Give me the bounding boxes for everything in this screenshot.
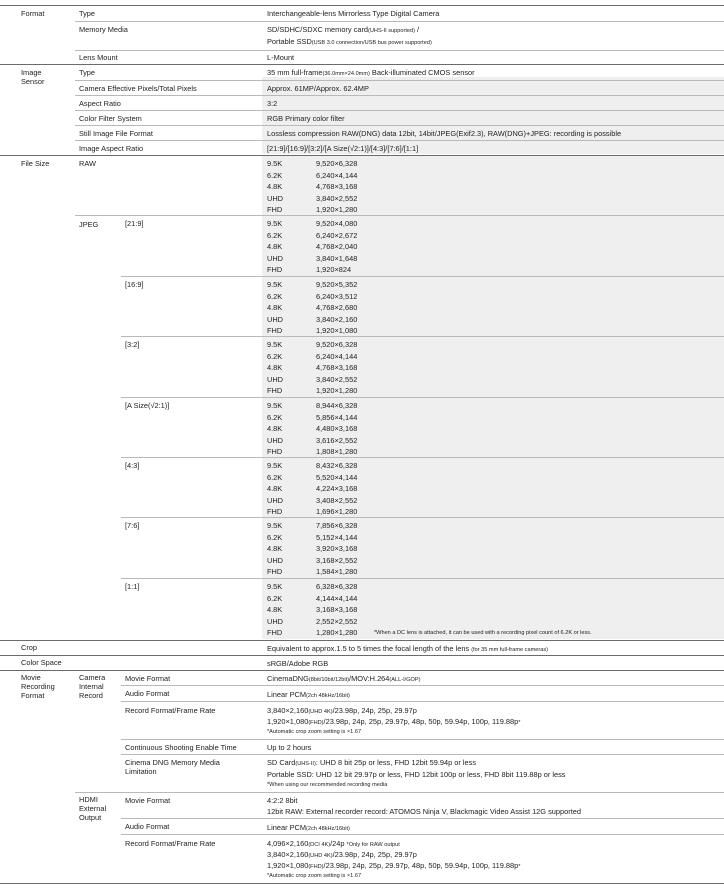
file-size-resolution-name: UHD [267,374,284,384]
memory-media-sd-note: (UHS-II supported) [368,28,415,34]
hdmi-frame-rate-line-3 [267,861,520,872]
file-size-resolution-name: 6.2K [267,593,283,603]
hdmi-rate-1-b: /24p [330,839,345,848]
file-size-group-rule [121,336,724,337]
hdmi-frame-rate-line-2 [267,850,417,861]
frame-rate-2-sup: * [518,720,521,726]
file-size-pixel-count: 6,240×4,144 [316,170,358,180]
dng-value-1-a: SD Card [267,758,296,767]
file-size-resolution-name: UHD [267,435,284,445]
hdmi-rate-1-foot: *Only for RAW output [346,842,400,848]
rule [121,701,724,702]
file-size-aspect-label: [1:1] [125,582,140,591]
hdmi-rate-3-b: /23.98p, 24p, 25p, 29.97p, 48p, 50p, 59.94p, 100p, 119.88p [323,861,519,870]
file-size-pixel-count: 9,520×5,352 [316,280,358,289]
file-size-pixel-count: 9,520×6,328 [316,159,358,168]
continuous-shooting-value: Up to 2 hours [267,743,312,752]
sensor-type-label: Type [79,68,96,77]
hdmi-output-label: HDMI External Output [79,795,107,822]
file-size-resolution-name: 4.8K [267,605,283,615]
file-size-group-rule [121,517,724,518]
file-size-resolution-name: 6.2K [267,472,283,482]
frame-rate-2-a: 1,920×1,080 [267,717,309,726]
file-size-resolution-name: FHD [267,567,283,577]
file-size-pixel-count: 4,768×3,168 [316,182,358,192]
hdmi-frame-rate-label: Record Format/Frame Rate [125,839,216,848]
rule-file-size-top [0,155,724,156]
dng-limitation-label-2: Limitation [125,767,157,776]
movie-format-note1: (8bit/10bit/12bit) [308,677,350,683]
crop-value-note: (for 35 mm full-frame cameras) [471,647,548,653]
file-size-pixel-count: 3,840×2,552 [316,374,358,384]
file-size-pixel-count: 1,808×1,280 [316,447,358,457]
file-size-aspect-label: [4:3] [125,461,140,470]
memory-media-ssd: Portable SSD [267,37,312,46]
file-size-pixel-count: 8,432×6,328 [316,461,358,470]
hdmi-movie-format-value-2: 12bit RAW: External recorder record: ATOMOS Ninja V, Blackmagic Video Assist 12G supported [267,807,581,816]
dc-lens-note: *When a DC lens is attached, it can be used with a recording pixel count of 6.2K or less. [374,630,592,636]
file-size-pixel-count: 1,696×1,280 [316,507,358,517]
file-size-resolution-name: FHD [267,628,283,638]
raw-label: RAW [79,159,96,168]
file-size-resolution-name: 9.5K [267,582,283,591]
hdmi-audio-text: Linear PCM [267,823,307,832]
file-size-aspect-label: [21:9] [125,219,144,228]
frame-rate-1-b: /23.98p, 24p, 25p, 29.97p [332,706,417,715]
file-size-pixel-count: 3,168×2,552 [316,555,358,565]
dng-value-1-b: : UHD 8 bit 25p or less, FHD 12bit 59.94p or less [315,758,477,767]
file-size-pixel-count: 4,768×2,680 [316,303,358,313]
file-size-resolution-name: 9.5K [267,219,283,228]
section-format: Format [21,9,45,18]
file-size-pixel-count: 1,920×1,280 [316,205,358,215]
rule [121,739,724,740]
memory-media-value-2 [267,37,432,48]
file-size-resolution-name: 4.8K [267,242,283,252]
file-size-resolution-name: 4.8K [267,363,283,373]
file-size-resolution-name: FHD [267,507,283,517]
file-size-resolution-name: 9.5K [267,159,283,168]
movie-format-label: Movie Format [125,674,171,683]
rule-format-top [0,5,724,6]
file-size-pixel-count: 1,584×1,280 [316,567,358,577]
dng-limitation-value-2: Portable SSD: UHD 12 bit 29.97p or less, FHD 12bit 100p or less, FHD 8bit 119.88p or less [267,770,566,779]
file-size-resolution-name: FHD [267,205,283,215]
file-size-pixel-count: 3,920×3,168 [316,544,358,554]
file-size-resolution-name: 6.2K [267,230,283,240]
pixels-label: Camera Effective Pixels/Total Pixels [79,84,197,93]
rule [75,21,724,22]
file-size-pixel-count: 3,840×2,160 [316,314,358,324]
section-image-sensor: Image Sensor [21,68,45,86]
file-size-pixel-count: 1,280×1,280 [316,628,358,638]
file-size-pixel-count: 2,552×2,552 [316,616,358,626]
memory-media-sd: SD/SDHC/SDXC memory card [267,25,369,34]
sensor-type-value [267,68,475,79]
movie-format-a: CinemaDNG [267,674,309,683]
pixels-value: Approx. 61MP/Approx. 62.4MP [267,84,369,93]
file-size-resolution-name: 4.8K [267,303,283,313]
file-size-resolution-name: 4.8K [267,424,283,434]
file-size-resolution-name: UHD [267,616,284,626]
file-size-pixel-count: 6,240×3,512 [316,291,358,301]
file-size-resolution-name: 9.5K [267,521,283,530]
hdmi-rate-1-a: 4,096×2,160 [267,839,309,848]
file-size-pixel-count: 3,840×2,552 [316,193,358,203]
movie-format-value [267,674,421,685]
file-size-pixel-count: 6,240×4,144 [316,351,358,361]
frame-rate-line-2 [267,717,520,728]
file-size-pixel-count: 4,768×2,040 [316,242,358,252]
hdmi-rate-3-note: (FHD) [308,864,324,870]
hdmi-rate-3-sup: * [518,864,521,870]
format-type-label: Type [79,9,96,18]
dng-value-1-note: (UHS-II) [295,761,316,767]
file-size-pixel-count: 4,480×3,168 [316,424,358,434]
file-size-resolution-name: 9.5K [267,340,283,349]
file-size-resolution-name: FHD [267,447,283,457]
file-size-pixel-count: 1,920×1,280 [316,386,358,396]
hdmi-audio-label: Audio Format [125,822,170,831]
crop-value [267,644,548,655]
frame-rate-label: Record Format/Frame Rate [125,706,216,715]
movie-format-b: /MOV:H.264 [349,674,390,683]
continuous-shooting-label: Continuous Shooting Enable Time [125,743,237,752]
file-size-aspect-label: [3:2] [125,340,140,349]
file-size-resolution-name: 4.8K [267,484,283,494]
file-size-pixel-count: 5,856×4,144 [316,412,358,422]
audio-format-value [267,690,350,701]
sensor-type-note: (36.0mm×24.0mm) [322,71,370,77]
file-size-pixel-count: 6,240×2,672 [316,230,358,240]
frame-rate-2-note: (FHD) [308,720,324,726]
dng-limitation-value-1 [267,758,476,769]
file-size-pixel-count: 8,944×6,328 [316,401,358,410]
file-size-group-rule [121,457,724,458]
image-aspect-value: [21:9]/[16:9]/[3:2]/[A Size(√2:1)]/[4:3]/[7:6]/[1:1] [267,144,419,153]
dng-limitation-label-1: Cinema DNG Memory Media [125,758,220,767]
color-filter-value: RGB Primary color filter [267,114,345,123]
rule-crop-top [0,640,724,641]
file-size-pixel-count: 3,408×2,552 [316,495,358,505]
rule-bottom [0,883,724,884]
rule [75,110,724,111]
movie-format-note2: (ALL-I/GOP) [389,677,421,683]
rule [75,50,724,51]
file-size-pixel-count: 4,224×3,168 [316,484,358,494]
file-size-pixel-count: 4,768×3,168 [316,363,358,373]
memory-media-label: Memory Media [79,25,128,34]
file-size-resolution-name: 6.2K [267,291,283,301]
file-size-pixel-count: 4,144×4,144 [316,593,358,603]
rule [75,215,724,216]
file-size-resolution-name: 9.5K [267,461,283,470]
hdmi-frame-rate-line-1 [267,839,400,850]
frame-rate-1-a: 3,840×2,160 [267,706,309,715]
audio-format-label: Audio Format [125,689,170,698]
file-size-resolution-name: UHD [267,253,284,263]
file-size-resolution-name: FHD [267,326,283,336]
hdmi-rate-1-note: (DCI 4K) [308,842,331,848]
file-size-group-rule [121,276,724,277]
frame-rate-footnote: *Automatic crop zoom setting is ×1.67 [267,729,362,735]
rule [75,140,724,141]
file-size-aspect-label: [7:6] [125,521,140,530]
file-size-pixel-count: 3,616×2,552 [316,435,358,445]
lens-mount-value: L-Mount [267,53,295,62]
rule-movie-top [0,670,724,671]
rule [75,80,724,81]
hdmi-rate-3-a: 1,920×1,080 [267,861,309,870]
rule [121,818,724,819]
file-size-resolution-name: FHD [267,265,283,275]
audio-format-note: (2ch 48kHz/16bit) [306,693,350,699]
hdmi-rate-2-a: 3,840×2,160 [267,850,309,859]
file-size-pixel-count: 6,328×6,328 [316,582,358,591]
file-size-resolution-name: UHD [267,555,284,565]
file-size-pixel-count: 9,520×4,080 [316,219,358,228]
section-crop: Crop [21,643,38,652]
file-size-resolution-name: 9.5K [267,401,283,410]
hdmi-audio-note: (2ch 48kHz/16bit) [306,826,350,832]
file-size-aspect-label: [16:9] [125,280,144,289]
file-size-pixel-count: 3,168×3,168 [316,605,358,615]
file-size-resolution-name: 6.2K [267,532,283,542]
hdmi-rate-2-b: /23.98p, 24p, 25p, 29.97p [332,850,417,859]
sensor-type-b: Back-illuminated CMOS sensor [369,68,475,77]
frame-rate-1-note: (UHD 4K) [308,709,333,715]
file-size-resolution-name: 6.2K [267,351,283,361]
aspect-ratio-value: 3:2 [267,99,278,108]
file-size-resolution-name: UHD [267,193,284,203]
image-aspect-label: Image Aspect Ratio [79,144,144,153]
file-size-pixel-count: 5,152×4,144 [316,532,358,542]
hdmi-movie-format-value-1: 4:2:2 8bit [267,796,298,805]
file-size-group-rule [121,578,724,579]
file-size-pixel-count: 7,856×6,328 [316,521,358,530]
file-size-resolution-name: UHD [267,495,284,505]
rule [121,754,724,755]
file-size-resolution-name: 4.8K [267,544,283,554]
file-size-pixel-count: 9,520×6,328 [316,340,358,349]
color-filter-label: Color Filter System [79,114,142,123]
file-size-group-rule [121,397,724,398]
file-size-resolution-name: FHD [267,386,283,396]
section-file-size: File Size [21,159,50,168]
memory-media-value-1 [267,25,419,36]
still-format-value: Lossless compression RAW(DNG) data 12bit, 14bit/JPEG(Exif2.3), RAW(DNG)+JPEG: recording is possible [267,129,622,138]
lens-mount-label: Lens Mount [79,53,118,62]
file-size-resolution-name: 9.5K [267,280,283,289]
file-size-aspect-label: [A Size(√2:1)] [125,401,170,410]
audio-format-text: Linear PCM [267,690,307,699]
rule [75,95,724,96]
jpeg-label: JPEG [79,220,99,229]
aspect-ratio-label: Aspect Ratio [79,99,121,108]
dng-limitation-footnote: *When using our recommended recording media [267,782,388,788]
frame-rate-2-b: /23.98p, 24p, 25p, 29.97p, 48p, 50p, 59.94p, 100p, 119.88p [323,717,519,726]
hdmi-movie-format-label: Movie Format [125,796,171,805]
rule [121,834,724,835]
file-size-pixel-count: 1,920×824 [316,265,352,275]
section-movie-recording-format: Movie Recording Format [21,673,55,700]
still-format-label: Still Image File Format [79,129,153,138]
format-type-value: Interchangeable-lens Mirrorless Type Digital Camera [267,9,440,18]
file-size-resolution-name: 6.2K [267,170,283,180]
rule [121,685,724,686]
section-color-space: Color Space [21,658,62,667]
file-size-pixel-count: 3,840×1,648 [316,253,358,263]
rule-color-space-top [0,655,724,656]
rule [75,125,724,126]
rule [75,792,724,793]
hdmi-rate-2-note: (UHD 4K) [308,853,333,859]
memory-media-sep: / [414,25,420,34]
crop-value-text: Equivalent to approx.1.5 to 5 times the focal length of the lens [267,644,470,653]
camera-internal-record-label: Camera Internal Record [79,673,106,700]
memory-media-ssd-note: (USB 3.0 connection/USB bus power supported) [311,40,432,46]
file-size-resolution-name: 4.8K [267,182,283,192]
hdmi-audio-value [267,823,350,834]
hdmi-frame-rate-footnote: *Automatic crop zoom setting is ×1.67 [267,873,362,879]
color-space-value: sRGB/Adobe RGB [267,659,329,668]
file-size-pixel-count: 1,920×1,080 [316,326,358,336]
file-size-resolution-name: 6.2K [267,412,283,422]
frame-rate-line-1 [267,706,417,717]
file-size-pixel-count: 5,520×4,144 [316,472,358,482]
file-size-resolution-name: UHD [267,314,284,324]
rule-image-sensor-top [0,64,724,65]
sensor-type-a: 35 mm full-frame [267,68,323,77]
